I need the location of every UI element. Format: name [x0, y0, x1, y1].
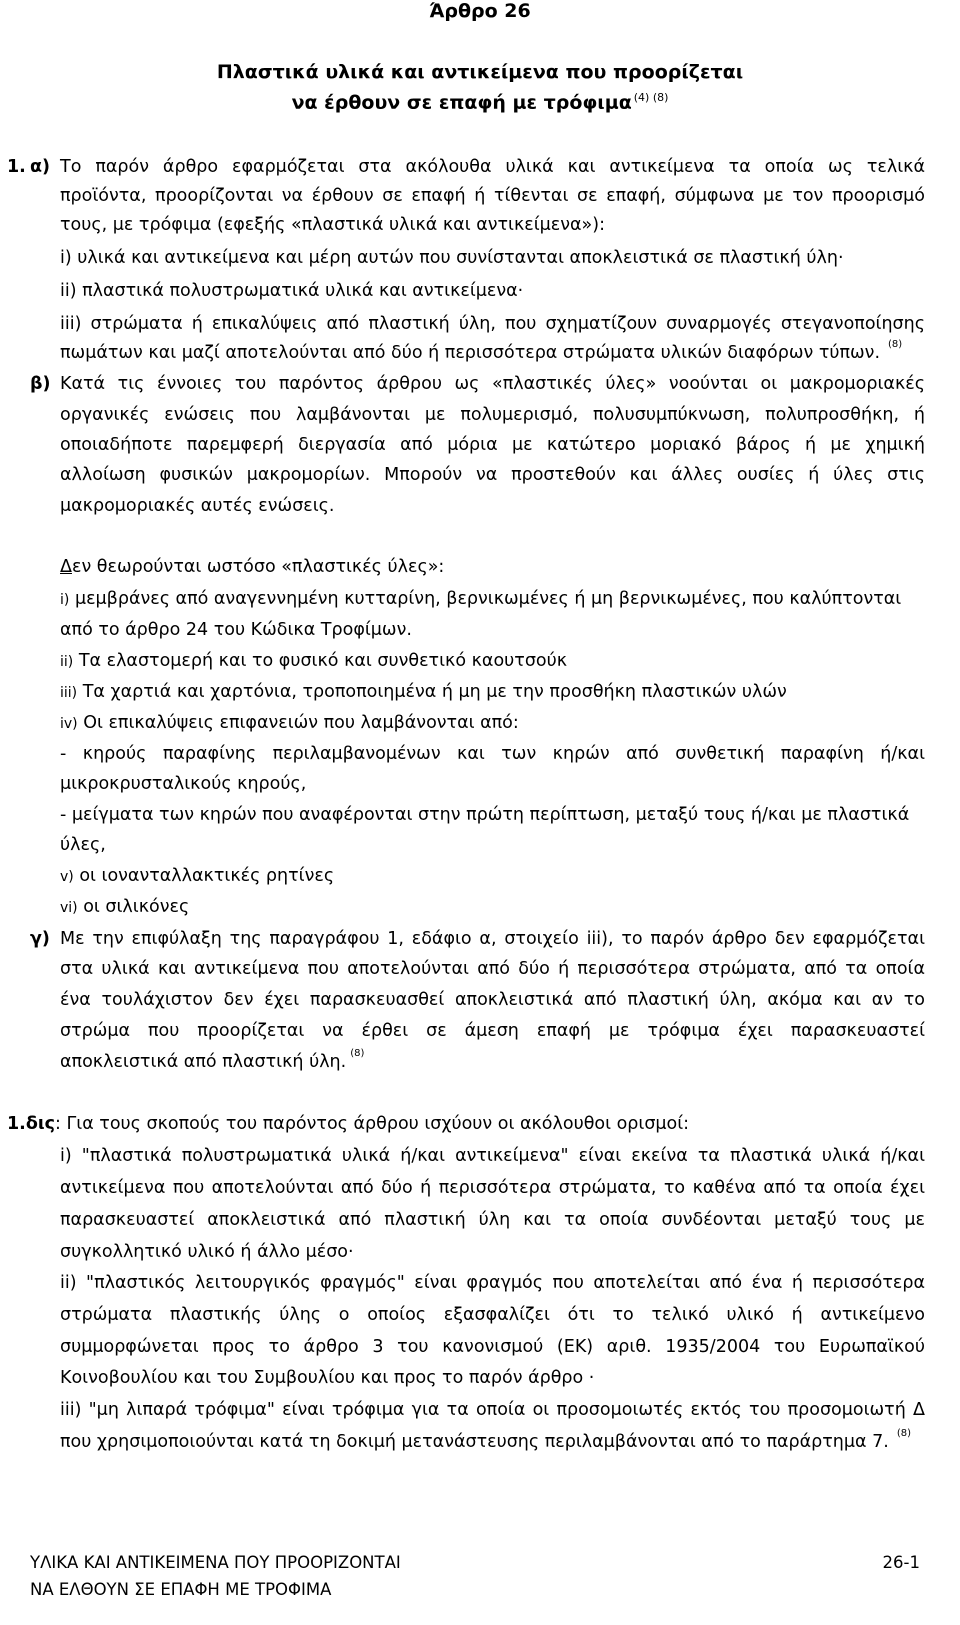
para-a-item-cont	[60, 339, 903, 363]
subtitle-footnote-refs: (4) (8)	[633, 91, 669, 104]
exclusion-vi-label: vi)	[60, 900, 78, 916]
para-a-last-line: πωμάτων και μαζί αποτελούνται από δύο ή περισσότερα στρώματα υλικών διαφόρων τύπων.	[60, 343, 881, 363]
definition-line: στρώματα πλαστικής ύλης ο οποίος εξασφαλίζει ότι το τελικό υλικό ή αντικείμενο	[60, 1305, 925, 1325]
definition-footnote-ref: (8)	[896, 1428, 912, 1439]
footer-title-line1: ΥΛΙΚΑ ΚΑΙ ΑΝΤΙΚΕΙΜΕΝΑ ΠΟΥ ΠΡΟΟΡΙΖΟΝΤΑΙ	[30, 1553, 401, 1572]
exclusion-vi	[60, 897, 189, 917]
subtitle-line2-text: να έρθουν σε επαφή με τρόφιμα	[291, 91, 632, 114]
exclusion-dash-2-cont: ύλες,	[60, 835, 106, 855]
section-1bis-heading	[7, 1114, 689, 1134]
para-b-line: οργανικές ενώσεις που λαμβάνονται με πολυμερισμό, πολυσυμπύκνωση, πολυπροσθήκη, ή	[60, 405, 925, 425]
para-a-line: προϊόντα, προορίζονται να έρθουν σε επαφή ή τίθενται σε επαφή, σύμφωνα με τον προορισμό	[60, 186, 925, 206]
para-a-label: α)	[30, 157, 51, 177]
exclusion-vi-text: οι σιλικόνες	[83, 897, 190, 917]
para-c-label: γ)	[30, 929, 50, 949]
exclusion-iv	[60, 713, 519, 733]
exclusion-ii-label: ii)	[60, 654, 74, 670]
para-c-line: στρώμα που προορίζεται να έρθει σε άμεση επαφή με τρόφιμα έχει παρασκευαστεί	[60, 1021, 925, 1041]
article-subtitle-line2	[0, 91, 960, 113]
para-a-item: ii) πλαστικά πολυστρωματικά υλικά και αντικείμενα·	[60, 281, 524, 301]
definition-line: αντικείμενα που αποτελούνται από δύο ή περισσότερα στρώματα, το καθένα από τα οποία έχει	[60, 1178, 925, 1198]
exclusion-iii	[60, 682, 787, 702]
definition-last	[60, 1428, 912, 1452]
exclusion-i	[60, 589, 901, 609]
exclusion-i-label: i)	[60, 592, 70, 608]
para-c-footnote-ref: (8)	[350, 1048, 365, 1059]
exclusion-i-cont: από το άρθρο 24 του Κώδικα Τροφίμων.	[60, 620, 412, 640]
para-b-label: β)	[30, 374, 51, 394]
article-subtitle-line1: Πλαστικά υλικά και αντικείμενα που προορίζεται	[216, 61, 744, 83]
para-b-line: οποιαδήποτε παρεμφερή διεργασία από μόρια με κατώτερο μοριακό βάρος ή με χημική	[60, 435, 925, 455]
para-a-item: i) υλικά και αντικείμενα και μέρη αυτών που συνίστανται αποκλειστικά σε πλαστική ύλη·	[60, 248, 844, 268]
section-number: 1.	[7, 157, 26, 177]
footer-title-line2: ΝΑ ΕΛΘΟΥΝ ΣΕ ΕΠΑΦΗ ΜΕ ΤΡΟΦΙΜΑ	[30, 1580, 332, 1599]
para-b-line: μακρομοριακές αυτές ενώσεις.	[60, 496, 335, 516]
para-b-line: Κατά τις έννοιες του παρόντος άρθρου ως «πλαστικές ύλες» νοούνται οι μακρομοριακές	[60, 374, 925, 394]
para-c-line: ένα τουλάχιστον δεν έχει παρασκευασθεί αποκλειστικά από πλαστική ύλη, ακόμα και αν το	[60, 990, 925, 1010]
exclusions-intro-initial: Δ	[60, 557, 72, 577]
para-b-line: αλλοίωση φυσικών μακρομορίων. Μπορούν να προστεθούν και άλλες ουσίες ή ύλες στις	[60, 465, 925, 485]
exclusion-dash-1-cont: μικροκρυσταλικούς κηρούς,	[60, 774, 307, 794]
section-1bis-label: 1.δις	[7, 1114, 56, 1134]
exclusion-iii-label: iii)	[60, 685, 78, 701]
exclusion-i-text: μεμβράνες από αναγεννημένη κυτταρίνη, βερνικωμένες ή μη βερνικωμένες, που καλύπτονται	[74, 589, 902, 609]
para-c-line: στα υλικά και αντικείμενα που αποτελούνται από δύο ή περισσότερα στρώματα, από τα οποία	[60, 959, 925, 979]
definition-line: Κοινοβουλίου και του Συμβουλίου και προς το παρόν άρθρο ·	[60, 1368, 595, 1388]
para-a-line: Το παρόν άρθρο εφαρμόζεται στα ακόλουθα υλικά και αντικείμενα τα οποία ως τελικά	[60, 157, 925, 177]
exclusion-ii-text: Τα ελαστομερή και το φυσικό και συνθετικό καουτσούκ	[78, 651, 568, 671]
exclusion-v	[60, 866, 334, 886]
exclusions-intro	[60, 557, 444, 577]
definition-line: iii) "μη λιπαρά τρόφιμα" είναι τρόφιμα για τα οποία οι προσομοιωτές εκτός του προσομοιωτή Δ	[60, 1400, 925, 1420]
para-c-last	[60, 1048, 365, 1072]
section-1bis-colon: :	[55, 1114, 61, 1134]
exclusion-iv-label: iv)	[60, 716, 78, 732]
definition-line: ii) "πλαστικός λειτουργικός φραγμός" είναι φραγμός που αποτελείται από ένα ή περισσότερα	[60, 1273, 925, 1293]
definition-last-line: που χρησιμοποιούνται κατά τη δοκιμή μετανάστευσης περιλαμβάνονται από το παράρτημα 7.	[60, 1432, 889, 1452]
exclusion-v-label: v)	[60, 869, 74, 885]
para-a-item: iii) στρώματα ή επικαλύψεις από πλαστική ύλη, που σχηματίζουν συναρμογές στεγανοποίησης	[60, 314, 925, 334]
para-a-footnote-ref: (8)	[888, 339, 903, 350]
footer-page-number: 26-1	[882, 1553, 920, 1572]
para-c-line: Με την επιφύλαξη της παραγράφου 1, εδάφιο α, στοιχείο iii), το παρόν άρθρο δεν εφαρμόζεται	[60, 929, 925, 949]
exclusion-dash-2: - μείγματα των κηρών που αναφέρονται στην πρώτη περίπτωση, μεταξύ τους ή/και με πλαστικά	[60, 805, 910, 825]
para-a-line: τους, με τρόφιμα (εφεξής «πλαστικά υλικά και αντικείμενα»):	[60, 215, 605, 235]
section-1bis-intro: Για τους σκοπούς του παρόντος άρθρου ισχύουν οι ακόλουθοι ορισμοί:	[66, 1114, 690, 1134]
article-title: Άρθρο 26	[429, 0, 531, 22]
exclusions-intro-text: εν θεωρούνται ωστόσο «πλαστικές ύλες»:	[71, 557, 445, 577]
exclusion-v-text: οι ιονανταλλακτικές ρητίνες	[79, 866, 335, 886]
exclusion-iii-text: Τα χαρτιά και χαρτόνια, τροποποιημένα ή μη με την προσθήκη πλαστικών υλών	[82, 682, 787, 702]
exclusion-iv-text: Οι επικαλύψεις επιφανειών που λαμβάνονται από:	[83, 713, 519, 733]
definition-line: συμμορφώνεται προς το άρθρο 3 του κανονισμού (ΕΚ) αριθ. 1935/2004 του Ευρωπαϊκού	[60, 1337, 925, 1357]
exclusion-dash-1: - κηρούς παραφίνης περιλαμβανομένων και των κηρών από συνθετική παραφίνη ή/και	[60, 744, 925, 764]
exclusion-ii	[60, 651, 567, 671]
definition-line: συγκολλητικό υλικό ή άλλο μέσο·	[60, 1242, 354, 1262]
definition-line: i) "πλαστικά πολυστρωματικά υλικά ή/και αντικείμενα" είναι εκείνα τα πλαστικά υλικά ή/και	[60, 1146, 925, 1166]
definition-line: παρασκευαστεί αποκλειστικά από πλαστική ύλη και τα οποία συνδέονται μεταξύ τους με	[60, 1210, 925, 1230]
para-c-last-line: αποκλειστικά από πλαστική ύλη.	[60, 1052, 347, 1072]
